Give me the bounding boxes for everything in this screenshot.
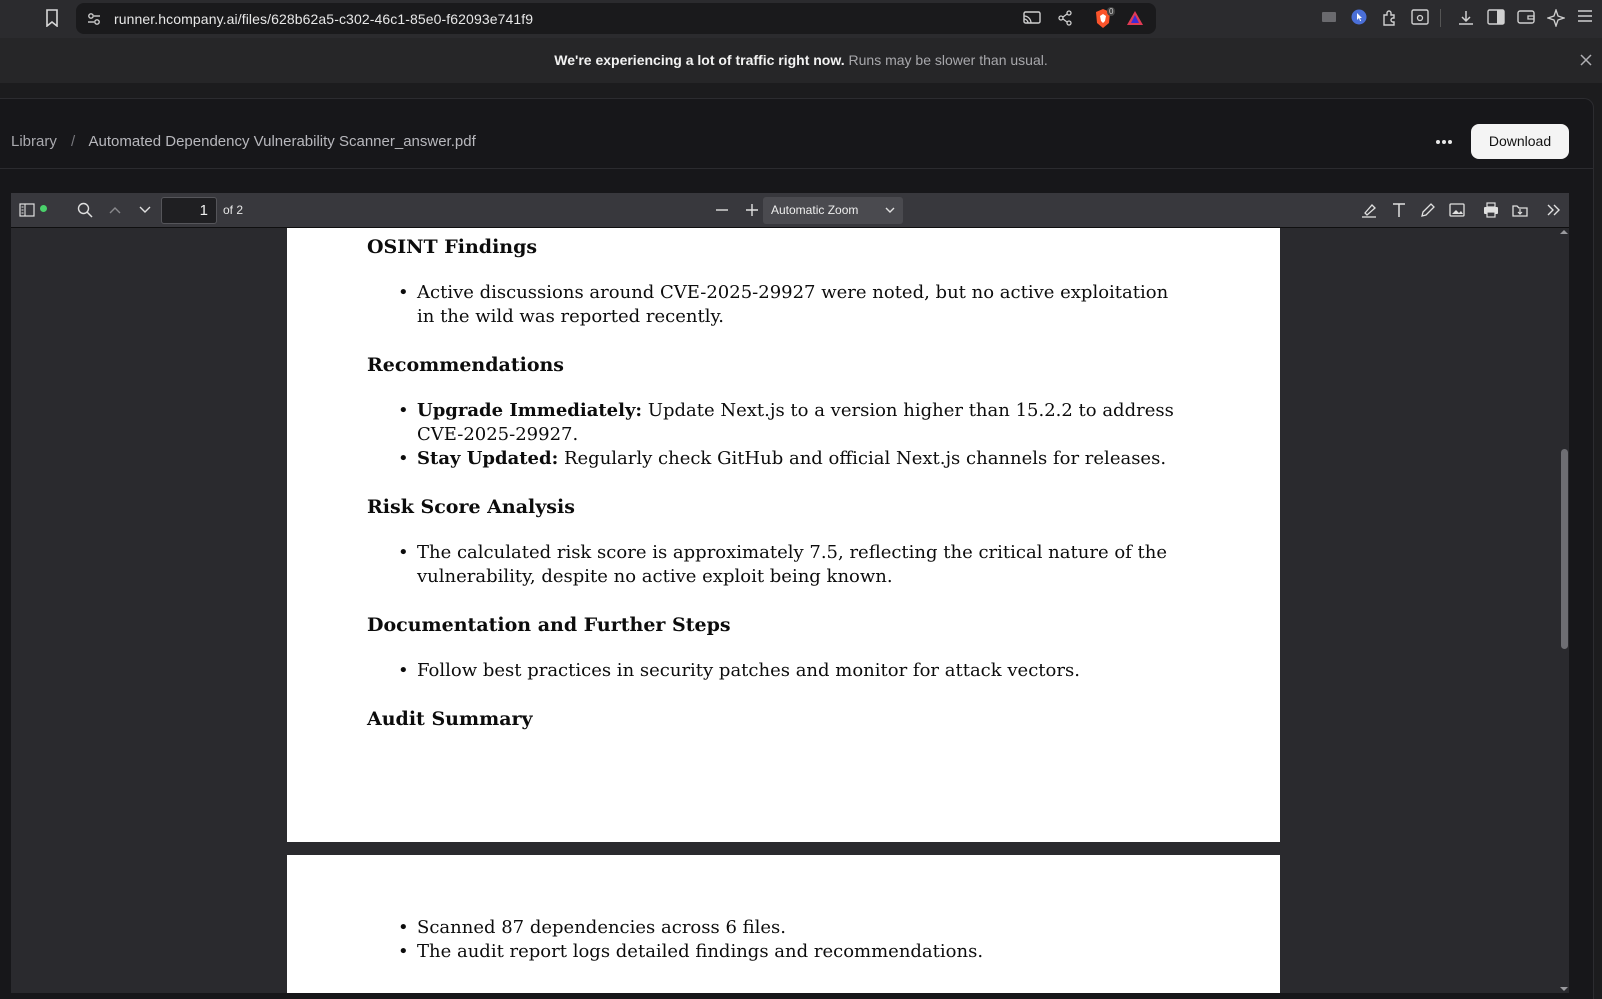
- pdf-viewer[interactable]: [11, 228, 1569, 993]
- pdf-page: [287, 228, 1280, 842]
- section-heading: Risk Score Analysis: [367, 496, 575, 518]
- extension-icon[interactable]: [1351, 9, 1367, 25]
- sidebar-toggle-icon[interactable]: [19, 202, 35, 218]
- breadcrumb: [11, 133, 476, 150]
- address-bar[interactable]: [76, 3, 1156, 34]
- traffic-banner: [0, 38, 1602, 83]
- section-heading: Audit Summary: [367, 708, 533, 730]
- chevron-up-icon[interactable]: [107, 202, 123, 218]
- bullet-icon: •: [398, 448, 409, 469]
- download-icon[interactable]: [1457, 9, 1475, 27]
- bullet-list: [367, 399, 1187, 471]
- list-item-text: Regularly check GitHub and official Next.js channels for releases.: [563, 448, 1167, 469]
- chevron-down-icon[interactable]: [137, 202, 153, 218]
- list-item: [367, 447, 1187, 471]
- wallet-icon[interactable]: [1517, 9, 1535, 25]
- tune-icon[interactable]: [86, 11, 102, 27]
- list-item-text: The audit report logs detailed findings and recommendations.: [417, 941, 984, 962]
- section-heading: Documentation and Further Steps: [367, 614, 731, 636]
- breadcrumb-file: Automated Dependency Vulnerability Scanner_answer.pdf: [88, 133, 476, 150]
- bookmark-icon[interactable]: [44, 9, 60, 27]
- zoom-select[interactable]: [763, 197, 903, 224]
- leo-ai-icon[interactable]: [1547, 9, 1565, 27]
- page-content: [367, 916, 1187, 988]
- more-options-button[interactable]: [1428, 131, 1460, 153]
- bullet-icon: •: [398, 917, 409, 938]
- banner-bold-text: We're experiencing a lot of traffic right now.: [554, 52, 845, 68]
- save-icon[interactable]: [1512, 202, 1528, 218]
- list-item: [367, 399, 1187, 447]
- section-heading: OSINT Findings: [367, 236, 538, 258]
- list-item: [367, 940, 1187, 964]
- page-content: [367, 235, 1187, 753]
- sidebar-icon[interactable]: [1487, 9, 1505, 25]
- section-heading: Recommendations: [367, 354, 565, 376]
- list-item-text: Scanned 87 dependencies across 6 files.: [417, 917, 787, 938]
- chevron-down-icon: [885, 206, 895, 214]
- reader-icon[interactable]: [1411, 9, 1429, 25]
- share-icon[interactable]: [1057, 10, 1073, 26]
- bullet-list: [367, 541, 1187, 589]
- bullet-list: [367, 659, 1187, 683]
- bullet-icon: •: [398, 542, 409, 563]
- divider: [1440, 9, 1441, 27]
- list-item-text: Active discussions around CVE-2025-29927 were noted, but no active exploitation in the wild was reported recently.: [417, 282, 1169, 327]
- list-item-text: Update Next.js to a version higher than 15.2.2 to address CVE-2025-29927.: [417, 400, 1174, 445]
- list-item-label: Upgrade Immediately:: [417, 400, 643, 421]
- bullet-icon: •: [398, 660, 409, 681]
- scrollbar-thumb[interactable]: [1561, 449, 1568, 649]
- download-button[interactable]: Download: [1471, 124, 1569, 159]
- breadcrumb-library[interactable]: Library: [11, 133, 57, 150]
- bullet-icon: •: [398, 282, 409, 303]
- page-number-input[interactable]: [161, 197, 217, 224]
- highlight-icon[interactable]: [1361, 202, 1377, 218]
- menu-icon[interactable]: [1577, 9, 1593, 23]
- notification-dot: [40, 205, 47, 212]
- plus-icon[interactable]: [744, 202, 760, 218]
- bullet-list: [367, 281, 1187, 329]
- list-item: [367, 916, 1187, 940]
- minus-icon[interactable]: [714, 202, 730, 218]
- cast-icon[interactable]: [1023, 10, 1041, 26]
- divider: [0, 168, 1594, 169]
- breadcrumb-separator: /: [71, 133, 76, 150]
- double-chevron-right-icon[interactable]: [1546, 202, 1562, 218]
- browser-toolbar: [0, 0, 1602, 38]
- list-item-label: Stay Updated:: [417, 448, 559, 469]
- zoom-value: Automatic Zoom: [771, 203, 859, 217]
- image-icon[interactable]: [1449, 202, 1465, 218]
- pdf-toolbar: [11, 193, 1569, 228]
- tab-manager-icon[interactable]: [1321, 9, 1337, 25]
- brave-badge: 0: [1109, 7, 1114, 16]
- list-item: [367, 659, 1187, 683]
- bullet-icon: •: [398, 941, 409, 962]
- banner-text: Runs may be slower than usual.: [848, 52, 1048, 68]
- search-icon[interactable]: [77, 202, 93, 218]
- list-item-text: The calculated risk score is approximately 7.5, reflecting the critical nature of the vulnerability, despite no active exploit being known.: [417, 542, 1168, 587]
- bullet-icon: •: [398, 400, 409, 421]
- text-icon[interactable]: [1391, 202, 1407, 218]
- bullet-list: [367, 916, 1187, 964]
- list-item-text: Follow best practices in security patches and monitor for attack vectors.: [417, 660, 1080, 681]
- pen-icon[interactable]: [1420, 202, 1436, 218]
- list-item: [367, 541, 1187, 589]
- pdf-page: [287, 855, 1280, 993]
- list-item: [367, 281, 1187, 329]
- url-text[interactable]: runner.hcompany.ai/files/628b62a5-c302-46c1-85e0-f62093e741f9: [114, 11, 534, 27]
- brave-rewards-icon[interactable]: [1126, 10, 1144, 26]
- puzzle-icon[interactable]: [1381, 9, 1399, 27]
- close-icon[interactable]: [1580, 54, 1592, 66]
- page-count: of 2: [223, 203, 244, 217]
- print-icon[interactable]: [1483, 202, 1499, 218]
